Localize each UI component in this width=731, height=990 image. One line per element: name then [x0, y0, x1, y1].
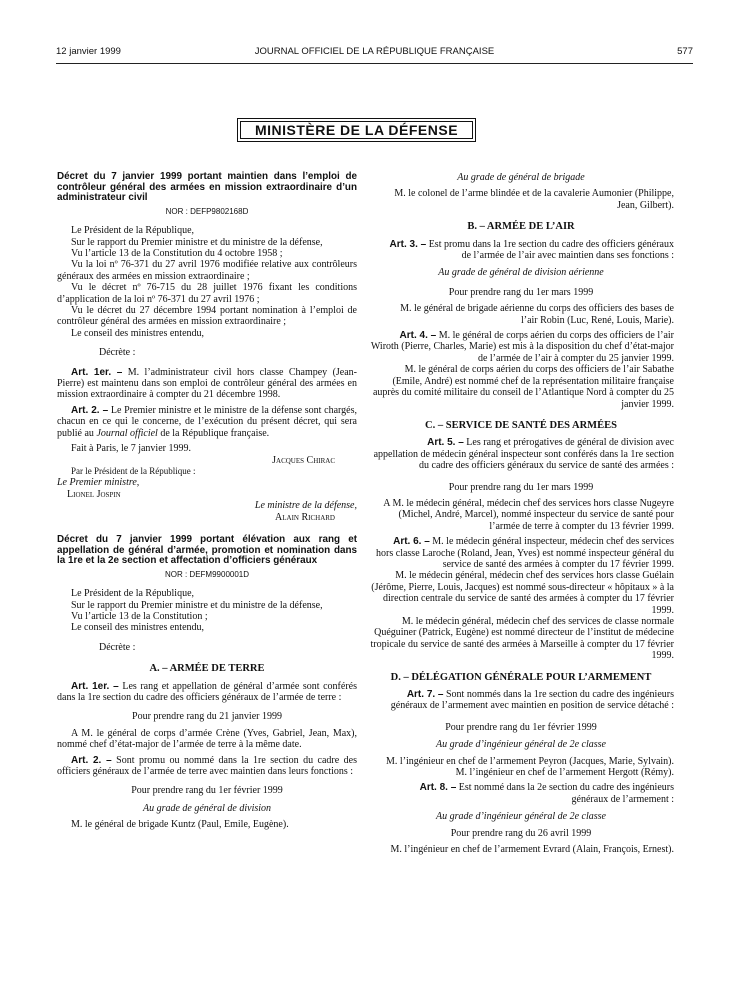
article-text: Est promu dans la 1re section du cadre des officiers généraux de l’armée de l’air avec maintien dans ses fonctions : [426, 238, 674, 262]
article-label: Art. 4. – [399, 330, 437, 342]
paragraph: Le conseil des ministres entendu, [71, 622, 205, 634]
paragraph: M. l’ingénieur en chef de l’armement Evrard (Alain, François, Ernest). [390, 844, 674, 856]
section-heading: D. – DÉLÉGATION GÉNÉRALE POUR L’ARMEMENT [390, 671, 652, 683]
ministre-defense: Le ministre de la défense, [254, 500, 357, 512]
decrete: Décrète : [99, 347, 136, 359]
paragraph: M. le général de corps aérien du corps des officiers de l’air Sabathe (Emile, André) est nommé chef de la représentation militaire française auprès du comité militaire du conseil de l’Atlantique Nord à compter du 25 janvier 1999. [372, 364, 674, 410]
article-label: Art. 7. – [406, 689, 444, 701]
article-text: Le Premier ministre et le ministre de la défense sont chargés, chacun en ce qui le concerne, de l’exécution du présent décret, qui sera publié au [57, 404, 358, 439]
grade-line: Au grade de général de division aérienne [438, 267, 604, 279]
header-journal: JOURNAL OFFICIEL DE LA RÉPUBLIQUE FRANÇAISE [254, 46, 495, 57]
article [368, 239, 674, 262]
paragraph: Vu le décret nº 76-715 du 28 juillet 1976 fixant les conditions d’application de la loi nº 76-371 du 27 avril 1976 ; [57, 282, 357, 305]
par-le-president: Par le Président de la République : [71, 465, 196, 476]
paragraph: Vu la loi nº 76-371 du 27 avril 1976 modifiée relative aux contrôleurs généraux des armées en mission extraordinaire ; [57, 259, 357, 282]
article-label: Art. 1er. – [71, 680, 119, 692]
paragraph: M. l’ingénieur en chef de l’armement Hergott (Rémy). [455, 767, 674, 779]
paragraph: A M. le médecin général, médecin chef des services hors classe Nugeyre (Michel, André, Marcel), nommé inspecteur du service de santé pour l’armée de terre à compter du 13 février 1999. [383, 497, 674, 532]
section-heading: C. – SERVICE DE SANTÉ DES ARMÉES [425, 419, 617, 431]
signature-president: Jacques Chirac [272, 454, 335, 466]
paragraph: Sur le rapport du Premier ministre et du ministre de la défense, [71, 599, 323, 611]
premier-ministre: Le Premier ministre, [57, 477, 140, 489]
paragraph: Vu l’article 13 de la Constitution du 4 octobre 1958 ; [71, 248, 283, 259]
article-text: M. l’administrateur civil hors classe Champey (Jean-Pierre) est maintenu dans son emploi de contrôleur général des armées en mission extraordinaire à compter du 21 décembre 1998. [57, 366, 357, 401]
ministry-box [237, 118, 476, 142]
article-label: Art. 5. – [427, 437, 464, 449]
article-label: Art. 6. – [393, 536, 430, 548]
rang-line: Pour prendre rang du 1er mars 1999 [448, 481, 594, 493]
page-number: 577 [677, 46, 693, 57]
paragraph: M. l’ingénieur en chef de l’armement Peyron (Jacques, Marie, Sylvain). [386, 755, 674, 767]
grade-line: Au grade de général de brigade [457, 172, 585, 183]
article-text: Sont promu ou nommé dans la 1re section du cadre des officiers généraux de l’armée de terre avec maintien dans leurs fonctions : [57, 754, 358, 777]
article-text: Les rang et appellation de général d’armée sont conférés dans la 1re section du cadre des officiers généraux de l’armée de terre : [57, 680, 357, 703]
decree2-nor: NOR : DEFM9900001D [164, 569, 250, 579]
grade-line: Au grade d’ingénieur général de 2e classe [436, 811, 606, 823]
article [368, 689, 674, 712]
ministry-title: MINISTÈRE DE LA DÉFENSE [254, 122, 459, 138]
article [368, 782, 674, 805]
header-rule [56, 63, 693, 64]
section-heading: B. – ARMÉE DE L’AIR [467, 221, 575, 233]
article-text: Les rang et prérogatives de général de division avec appellation de médecin général inspecteur sont conférés dans la 1re section du cadre des officiers généraux du service de santé des armées : [373, 437, 674, 472]
section-heading: A. – ARMÉE DE TERRE [149, 663, 265, 675]
decree2-title: Décret du 7 janvier 1999 portant élévation aux rang et appellation de général d’armée, promotion et nomination dans la 1re et la 2e section et affectation d’officiers généraux [57, 533, 357, 567]
right-column [368, 172, 674, 856]
left-column [57, 172, 357, 831]
article [57, 405, 357, 439]
journal-ref: Journal officiel [96, 427, 158, 439]
article [368, 536, 674, 570]
running-header [56, 46, 693, 60]
article [57, 681, 357, 704]
paragraph: M. le médecin général, médecin chef des services de classe normale Quéguiner (Patrick, Eugène) est nommé directeur de l’institut de médecine tropicale du service de santé des armées à Marseille à compter du 17 février 1999. [370, 616, 674, 662]
article-text: Est nommé dans la 2e section du cadre des ingénieurs généraux de l’armement : [456, 782, 674, 805]
grade-line: Au grade d’ingénieur général de 2e classe [436, 739, 606, 751]
rang-line: Pour prendre rang du 21 janvier 1999 [132, 711, 282, 723]
article-label: Art. 3. – [389, 238, 427, 250]
paragraph: M. le général de brigade Kuntz (Paul, Emile, Eugène). [71, 819, 289, 831]
rang-line: Pour prendre rang du 1er février 1999 [131, 785, 283, 797]
article-label: Art. 1er. – [71, 366, 123, 378]
paragraph: M. le général de brigade aérienne du corps des officiers des bases de l’air Robin (Luc, René, Louis, Marie). [400, 303, 674, 326]
paragraph: Vu l’article 13 de la Constitution ; [71, 610, 208, 622]
header-date: 12 janvier 1999 [56, 46, 121, 57]
rang-line: Pour prendre rang du 1er mars 1999 [448, 286, 594, 298]
article [57, 755, 357, 778]
article-label: Art. 8. – [419, 782, 457, 794]
article [57, 367, 357, 401]
decree1-nor: NOR : DEFP9802168D [165, 206, 249, 216]
paragraph: M. le médecin général, médecin chef des services hors classe Guélain (Jérôme, Pierre, Louis, Jacques) est nommé sous-directeur « hôpitaux » à la direction centrale du service de santé des armées à compter du 17 février 1999. [371, 570, 674, 616]
article-text: M. le médecin général inspecteur, médecin chef des services hors classe Laroche (Roland, Jean, Yves) est nommé inspecteur général du service de santé des armées à compter du 17 février 1999. [376, 536, 674, 570]
paragraph: Le Président de la République, [71, 588, 195, 600]
paragraph: Le conseil des ministres entendu, [71, 327, 205, 339]
decrete: Décrète : [99, 641, 136, 653]
grade-line: Au grade de général de division [142, 802, 272, 814]
article-label: Art. 2. – [71, 754, 112, 766]
paragraph: Le Président de la République, [71, 225, 195, 237]
article-text: de la République française. [157, 427, 270, 439]
fait-a: Fait à Paris, le 7 janvier 1999. [71, 443, 191, 455]
paragraph: M. le colonel de l’arme blindée et de la cavalerie Aumonier (Philippe, Jean, Gilbert). [394, 188, 674, 211]
article [368, 330, 674, 364]
article-text: M. le général de corps aérien du corps des officiers de l’air Wiroth (Pierre, Charles, Marie) est mis à la disposition du chef d’état-major de l’armée de l’air à compter du 25 janvier 1999. [370, 330, 674, 364]
article [368, 437, 674, 471]
signature-pm: Lionel Jospin [67, 488, 121, 500]
paragraph: Vu le décret du 27 décembre 1994 portant nomination à l’emploi de contrôleur général des armées en mission extraordinaire ; [57, 305, 357, 328]
paragraph: A M. le général de corps d’armée Crène (Yves, Gabriel, Jean, Max), nommé chef d’état-major de l’armée de terre à la même date. [57, 727, 357, 751]
article-text: Sont nommés dans la 1re section du cadre des ingénieurs généraux de l’armement avec maintien en position de service détaché : [390, 689, 674, 712]
rang-line: Pour prendre rang du 1er février 1999 [445, 721, 597, 733]
signature-ministre: Alain Richard [275, 511, 335, 523]
decree1-title: Décret du 7 janvier 1999 portant maintien dans l’emploi de contrôleur général des armées en mission extraordinaire d’un administrateur civil [57, 171, 357, 204]
rang-line: Pour prendre rang du 26 avril 1999 [450, 827, 592, 839]
paragraph: Sur le rapport du Premier ministre et du ministre de la défense, [71, 236, 323, 248]
article-label: Art. 2. – [71, 404, 109, 416]
